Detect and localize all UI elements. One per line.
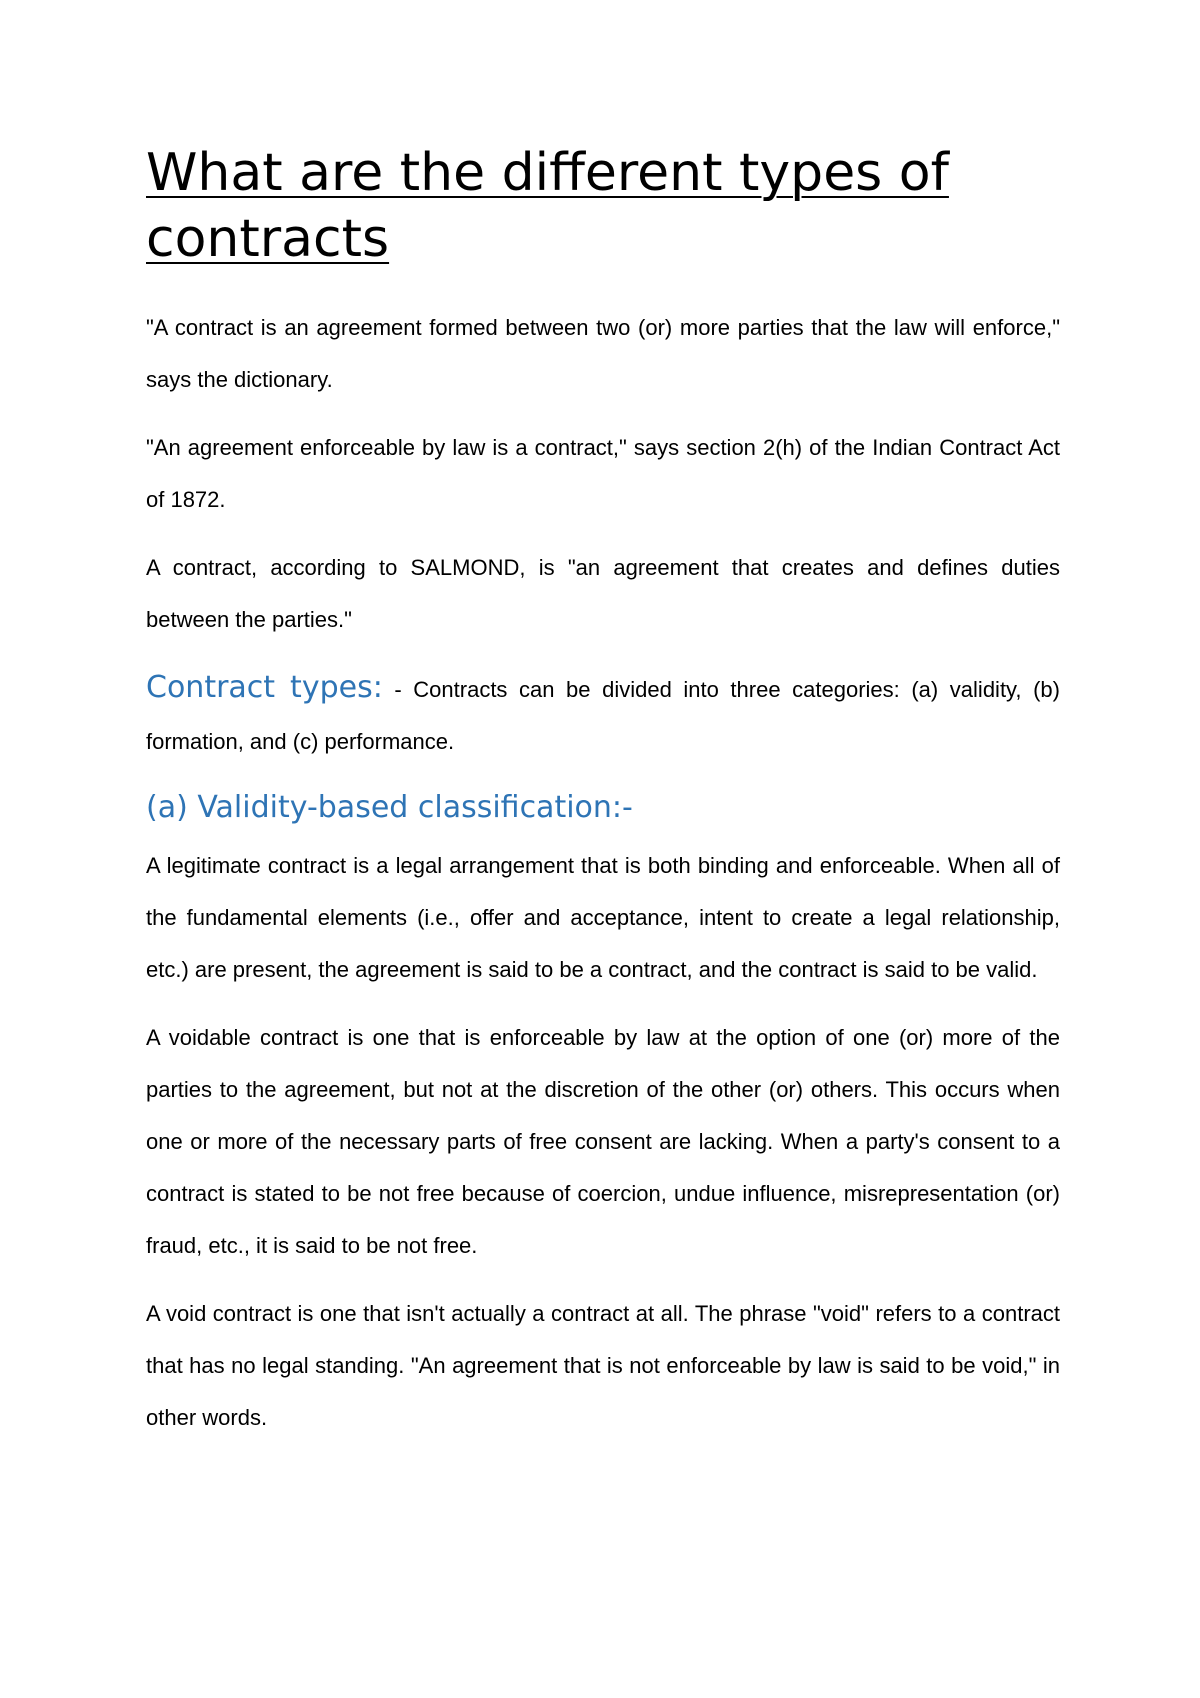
paragraph-valid-contract: A legitimate contract is a legal arrangement that is both binding and enforceable. When all of the fundamental elements (i.e., offer and acceptance, intent to create a legal relationship, etc.) are present, the agreement is said to be a contract, and the contract is said to be valid. (146, 853, 1060, 982)
document-title: What are the different types of contracts (146, 143, 949, 269)
paragraph-voidable-contract: A voidable contract is one that is enforceable by law at the option of one (or) more of the parties to the agreement, but not at the discretion of the other (or) others. This occurs when one or more of the necessary parts of free consent are lacking. When a party's consent to a contract is stated to be not free because of coercion, undue influence, misrepresentation (or) fraud, etc., it is said to be not free. (146, 1025, 1060, 1258)
paragraph-void-contract: A void contract is one that isn't actually a contract at all. The phrase "void" refers to a contract that has no legal standing. "An agreement that is not enforceable by law is said to be void," in other words. (146, 1301, 1060, 1430)
contract-types-heading: Contract types: (146, 670, 383, 705)
paragraph-dictionary-definition: "A contract is an agreement formed between two (or) more parties that the law will enforce," says the dictionary. (146, 315, 1060, 392)
paragraph-contract-types (146, 662, 1060, 768)
paragraph-indian-contract-act: "An agreement enforceable by law is a contract," says section 2(h) of the Indian Contract Act of 1872. (146, 435, 1060, 512)
paragraph-salmond-definition: A contract, according to SALMOND, is "an agreement that creates and defines duties between the parties." (146, 555, 1060, 632)
document-page (146, 140, 1060, 1460)
validity-section-heading: (a) Validity-based classification:- (146, 790, 633, 825)
contract-types-text: - Contracts can be divided into three categories: (a) validity, (b) formation, and (c) performance. (146, 677, 1060, 754)
